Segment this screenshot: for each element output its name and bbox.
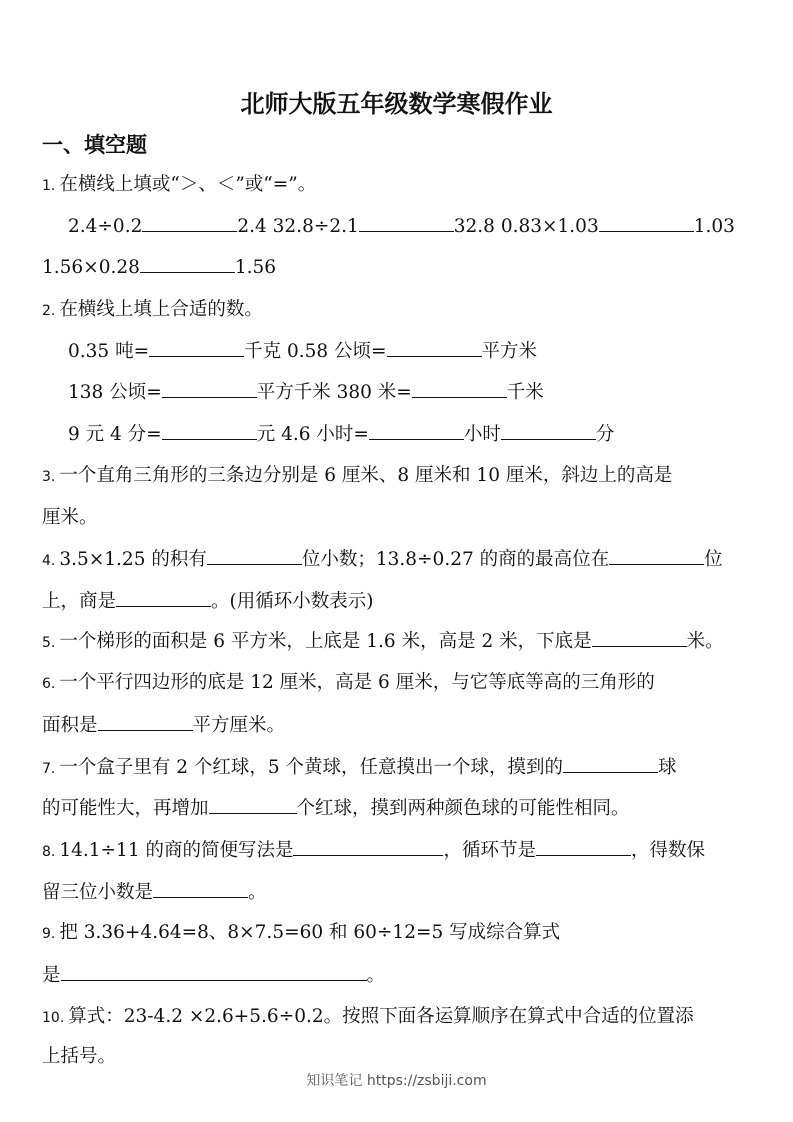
answer-blank[interactable] <box>207 546 302 565</box>
expression: 平方千米 380 米= <box>256 382 412 403</box>
question-text: 球 <box>658 757 677 778</box>
question-text: 在横线上填或“＞、＜”或“=”。 <box>59 174 317 195</box>
unit: 小时 <box>463 424 501 445</box>
question-number: 4. <box>42 553 56 569</box>
question-text: 一个盒子里有 2 个红球，5 个黄球，任意摸出一个球，摸到的 <box>59 757 564 778</box>
expression: 1.56 <box>234 257 277 278</box>
question-text: 上，商是 <box>42 591 117 612</box>
question-number: 7. <box>42 761 56 777</box>
question-text: 个红球，摸到两种颜色球的可能性相同。 <box>296 798 630 819</box>
answer-blank[interactable] <box>293 837 443 856</box>
answer-blank[interactable] <box>149 338 244 357</box>
expression: 1.03 <box>693 216 735 237</box>
question-number: 9. <box>42 926 56 942</box>
expression: 千克 0.58 公顷= <box>244 341 387 362</box>
answer-blank[interactable] <box>61 962 367 981</box>
answer-blank[interactable] <box>98 712 193 731</box>
question-10 <box>42 1004 752 1031</box>
question-text: 的可能性大，再增加 <box>42 798 209 819</box>
question-number: 5. <box>42 635 56 651</box>
question-text: 把 3.36+4.64=8、8×7.5=60 和 60÷12=5 写成综合算式 <box>59 922 561 943</box>
question-2-row-2 <box>68 379 778 406</box>
question-text: 。 <box>366 965 386 986</box>
unit: 平方米 <box>481 341 538 362</box>
answer-blank[interactable] <box>153 879 248 898</box>
question-number: 6. <box>42 676 56 692</box>
question-text: ，循环节是 <box>443 840 536 861</box>
answer-blank[interactable] <box>609 546 704 565</box>
answer-blank[interactable] <box>209 795 297 814</box>
question-text: 。 <box>248 882 267 903</box>
question-2-row-1 <box>68 338 778 365</box>
question-text: 。(用循环小数表示) <box>211 591 374 612</box>
expression: 9 元 4 分= <box>68 424 162 445</box>
question-text: 位小数；13.8÷0.27 的商的最高位在 <box>301 549 610 570</box>
question-text: 位 <box>704 549 723 570</box>
question-9-line-2 <box>42 962 752 989</box>
question-7-line-2 <box>42 795 752 822</box>
answer-blank[interactable] <box>359 213 454 232</box>
question-3 <box>42 463 752 490</box>
question-2 <box>42 297 752 324</box>
question-text: 上括号。 <box>42 1046 117 1067</box>
expression: 32.8 0.83×1.03 <box>453 216 599 237</box>
question-6-line-2 <box>42 712 752 739</box>
question-text: 算式：23-4.2 ×2.6+5.6÷0.2。按照下面各运算顺序在算式中合适的位置添 <box>68 1006 694 1027</box>
answer-blank[interactable] <box>412 379 507 398</box>
expression: 元 4.6 小时= <box>256 424 369 445</box>
question-text: 平方厘米。 <box>192 715 286 736</box>
answer-blank[interactable] <box>501 421 596 440</box>
question-text: 米。 <box>686 631 724 652</box>
question-8 <box>42 837 752 865</box>
question-text: 一个直角三角形的三条边分别是 6 厘米、8 厘米和 10 厘米，斜边上的高是 <box>59 465 673 486</box>
answer-blank[interactable] <box>369 421 464 440</box>
question-9 <box>42 920 752 947</box>
question-8-line-2 <box>42 879 752 906</box>
answer-blank[interactable] <box>162 421 257 440</box>
question-4 <box>42 546 752 574</box>
question-1-row-1 <box>68 213 778 240</box>
question-text: 厘米。 <box>42 507 98 528</box>
question-text: 一个平行四边形的底是 12 厘米，高是 6 厘米，与它等底等高的三角形的 <box>59 672 655 693</box>
question-number: 1. <box>42 178 56 194</box>
question-10-line-2 <box>42 1044 752 1070</box>
question-text: 是 <box>42 965 61 986</box>
question-number: 8. <box>42 844 56 860</box>
section-heading: 一、填空题 <box>42 133 147 157</box>
question-text: 14.1÷11 的商的简便写法是 <box>59 840 294 861</box>
expression: 138 公顷= <box>68 382 162 403</box>
unit: 分 <box>595 424 615 445</box>
question-5 <box>42 628 752 656</box>
answer-blank[interactable] <box>162 379 257 398</box>
answer-blank[interactable] <box>592 628 687 647</box>
question-7 <box>42 754 752 782</box>
question-4-line-2 <box>42 588 752 615</box>
question-text: 留三位小数是 <box>42 882 154 903</box>
answer-blank[interactable] <box>563 754 658 773</box>
unit: 千米 <box>506 382 544 403</box>
question-1-row-2 <box>42 254 752 281</box>
expression: 0.35 吨= <box>68 341 150 362</box>
expression: 1.56×0.28 <box>42 257 140 278</box>
question-number: 3. <box>42 469 56 485</box>
question-1 <box>42 172 752 199</box>
question-2-row-3 <box>68 421 778 448</box>
answer-blank[interactable] <box>599 213 694 232</box>
answer-blank[interactable] <box>142 213 237 232</box>
question-text: 在横线上填上合适的数。 <box>59 299 263 320</box>
answer-blank[interactable] <box>536 837 631 856</box>
answer-blank[interactable] <box>387 338 482 357</box>
question-6 <box>42 670 752 697</box>
question-text: 面积是 <box>42 715 98 736</box>
question-text: 3.5×1.25 的积有 <box>59 549 207 570</box>
expression: 2.4 32.8÷2.1 <box>237 216 359 237</box>
question-number: 2. <box>42 303 56 319</box>
footer-watermark: 知识笔记 https://zsbiji.com <box>306 1073 487 1089</box>
question-number: 10. <box>42 1010 65 1026</box>
question-text: 一个梯形的面积是 6 平方米，上底是 1.6 米，高是 2 米，下底是 <box>59 631 592 652</box>
answer-blank[interactable] <box>140 254 235 273</box>
answer-blank[interactable] <box>116 588 211 607</box>
page-title: 北师大版五年级数学寒假作业 <box>240 90 553 118</box>
question-3-line-2 <box>42 505 752 531</box>
expression: 2.4÷0.2 <box>68 216 143 237</box>
question-text: ，得数保 <box>631 840 706 861</box>
